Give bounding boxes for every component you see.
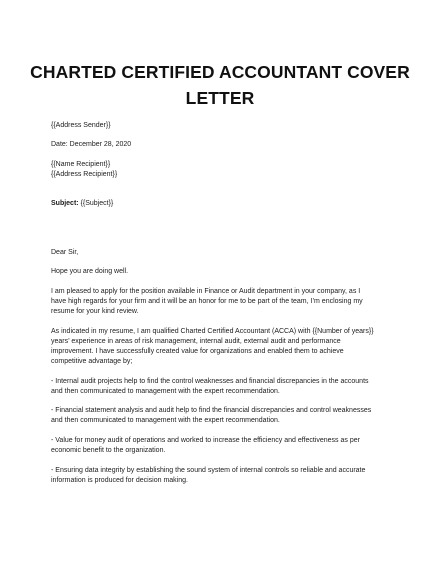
bullet-1-line: and then communicated to management with the expert recommendation. <box>51 388 280 395</box>
bullet-4-line: - Ensuring data integrity by establishing the sound system of internal controls so reliable and accurate <box>51 467 366 474</box>
address-sender: {{Address Sender}} <box>51 122 111 129</box>
bullet-4-line: information is produced for decision making. <box>51 477 188 484</box>
letter-date: Date: December 28, 2020 <box>51 141 132 148</box>
paragraph-1-line: have high regards for your firm and it will be an honor for me to be part of the team, I’m enclosing my <box>51 298 363 305</box>
subject-label: Subject: <box>51 200 79 207</box>
salutation: Dear Sir, <box>51 249 79 256</box>
bullet-2-line: - Financial statement analysis and audit help to find the financial discrepancies and control weaknesses <box>51 407 372 414</box>
bullet-3-line: - Value for money audit of operations and worked to increase the efficiency and effectiveness as per <box>51 437 360 444</box>
subject-value: {{Subject}} <box>78 200 114 207</box>
paragraph-2-line: As indicated in my resume, I am qualified Charted Certified Accountant (ACCA) with {{Number of years}} <box>51 328 374 335</box>
paragraph-1-line: resume for your kind review. <box>51 308 139 315</box>
paragraph-2-line: competitive advantage by; <box>51 358 133 365</box>
paragraph-1-line: I am pleased to apply for the position available in Finance or Audit department in your company, as I <box>51 288 361 295</box>
name-recipient: {{Name Recipient}} <box>51 161 111 168</box>
bullet-1-line: - Internal audit projects help to find the control weaknesses and financial discrepancies in the accounts <box>51 378 369 385</box>
subject-line <box>51 199 113 208</box>
paragraph-2-line: years’ experience in areas of risk management, internal audit, external audit and performance <box>51 338 341 345</box>
letter-title <box>20 59 420 111</box>
bullet-3-line: economic benefit to the organization. <box>51 447 166 454</box>
address-recipient: {{Address Recipient}} <box>51 171 118 178</box>
title-line-1: CHARTED CERTIFIED ACCOUNTANT COVER <box>30 62 410 82</box>
title-line-2: LETTER <box>185 88 255 108</box>
paragraph-2-line: improvement. I have successfully created value for organizations and enabled them to achieve <box>51 348 344 355</box>
bullet-2-line: and then communicated to management with the expert recommendation. <box>51 417 280 424</box>
greeting: Hope you are doing well. <box>51 268 129 275</box>
